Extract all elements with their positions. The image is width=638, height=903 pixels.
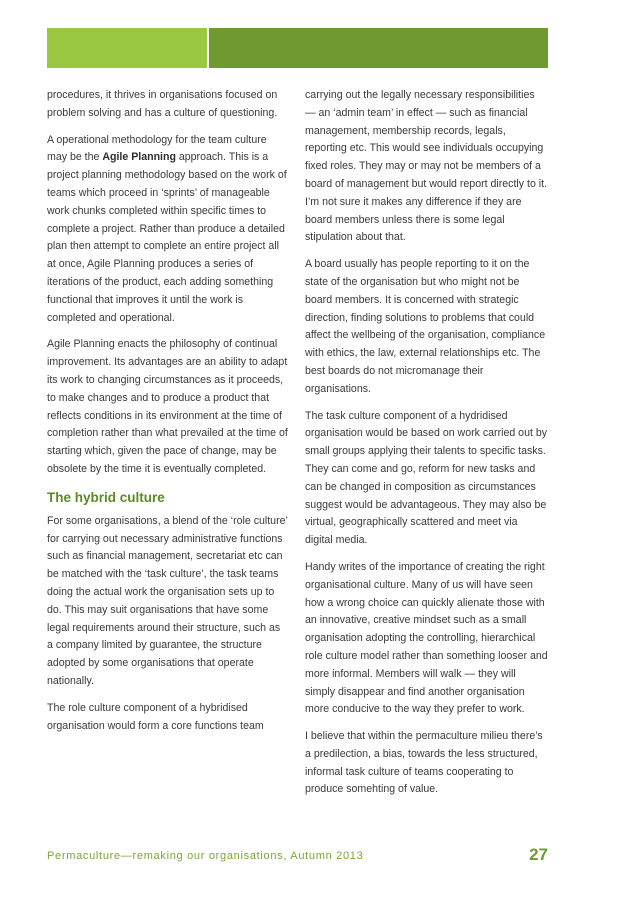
agile-description-text: approach. This is a project planning methodology based on the work of teams which proceed in ‘sprints’ of manageable work chunks completed within specific times to complete a project. Rather than produce a detailed plan then attempt to complete an entire project all at once, Agile Planning produces a series of iterations of the product, each adding something functional that improves it until the work is completed and operational. bbox=[47, 151, 287, 324]
section-heading-hybrid-culture: The hybrid culture bbox=[47, 489, 165, 505]
header-bar-dark bbox=[209, 28, 548, 68]
header-bar-light bbox=[47, 28, 207, 68]
footer-publication-title: Permaculture—remaking our organisations, Autumn 2013 bbox=[47, 850, 364, 862]
left-column bbox=[47, 87, 289, 744]
right-paragraph-1: carrying out the legally necessary responsibilities — an ‘admin team’ in effect — such as financial management, membership records, legals, reporting etc. This would see individuals occupying fixed roles. They may or may not be members of a board of management but would report directly to it. I’m not sure it makes any difference if they are board members unless there is some legal stipulation about that. bbox=[305, 89, 548, 244]
right-paragraph-2: A board usually has people reporting to it on the state of the organisation but who might not be board members. It is concerned with strategic direction, finding solutions to problems that could affect the wellbeing of the organisation, compliance with ethics, the law, external relationships etc. The best boards do not micromanage their organisations. bbox=[305, 258, 546, 395]
left-paragraph-2 bbox=[47, 132, 289, 328]
left-paragraph-1: procedures, it thrives in organisations focused on problem solving and has a culture of questioning. bbox=[47, 89, 278, 119]
agile-intro-text: A operational methodology for the team culture may be the bbox=[47, 133, 267, 164]
left-paragraph-3: Agile Planning enacts the philosophy of continual improvement. Its advantages are an ability to adapt its work to changing circumstances as it proceeds, to make changes and to produce a product that reflects conditions in its environment at the time of completion rather than what prevailed at the time of starting which, given the pace of change, may be obsolete by the time it is eventually completed. bbox=[47, 338, 288, 475]
right-paragraph-3: The task culture component of a hydridised organisation would be based on work carried out by small groups applying their talents to specific tasks. They can come and go, reform for new tasks and can be changed in composition as circumstances suggest would be advantageous. They may also be virtual, geographically scattered and meet via digital media. bbox=[305, 409, 548, 547]
right-paragraph-5: I believe that within the permaculture milieu there’s a predilection, a bias, towards the less structured, informal task culture of teams cooperating to produce somehting of value. bbox=[305, 730, 543, 796]
agile-planning-term: Agile Planning bbox=[102, 151, 176, 164]
left-paragraph-5: The role culture component of a hybridised organisation would form a core functions team bbox=[47, 701, 264, 732]
right-column bbox=[305, 87, 548, 808]
left-paragraph-4: For some organisations, a blend of the ‘role culture’ for carrying out necessary administrative functions such as financial management, secretariat etc can be matched with the ‘task culture’, the task teams doing the actual work the organisation sets up to do. This may suit organisations that have some legal requirements around their structure, such as a company limited by guarantee, the structure adopted by some organisations that operate nationally. bbox=[47, 514, 288, 687]
page-number: 27 bbox=[529, 845, 548, 864]
right-paragraph-4: Handy writes of the importance of creating the right organisational culture. Many of us will have seen how a wrong choice can quickly alienate those with an innovative, creative mindset such as a small organisation adopting the controlling, hierarchical role culture model rather than something looser and more informal. Members will walk — they will simply disappear and find another organisation more conducive to the way they prefer to work. bbox=[305, 560, 548, 716]
